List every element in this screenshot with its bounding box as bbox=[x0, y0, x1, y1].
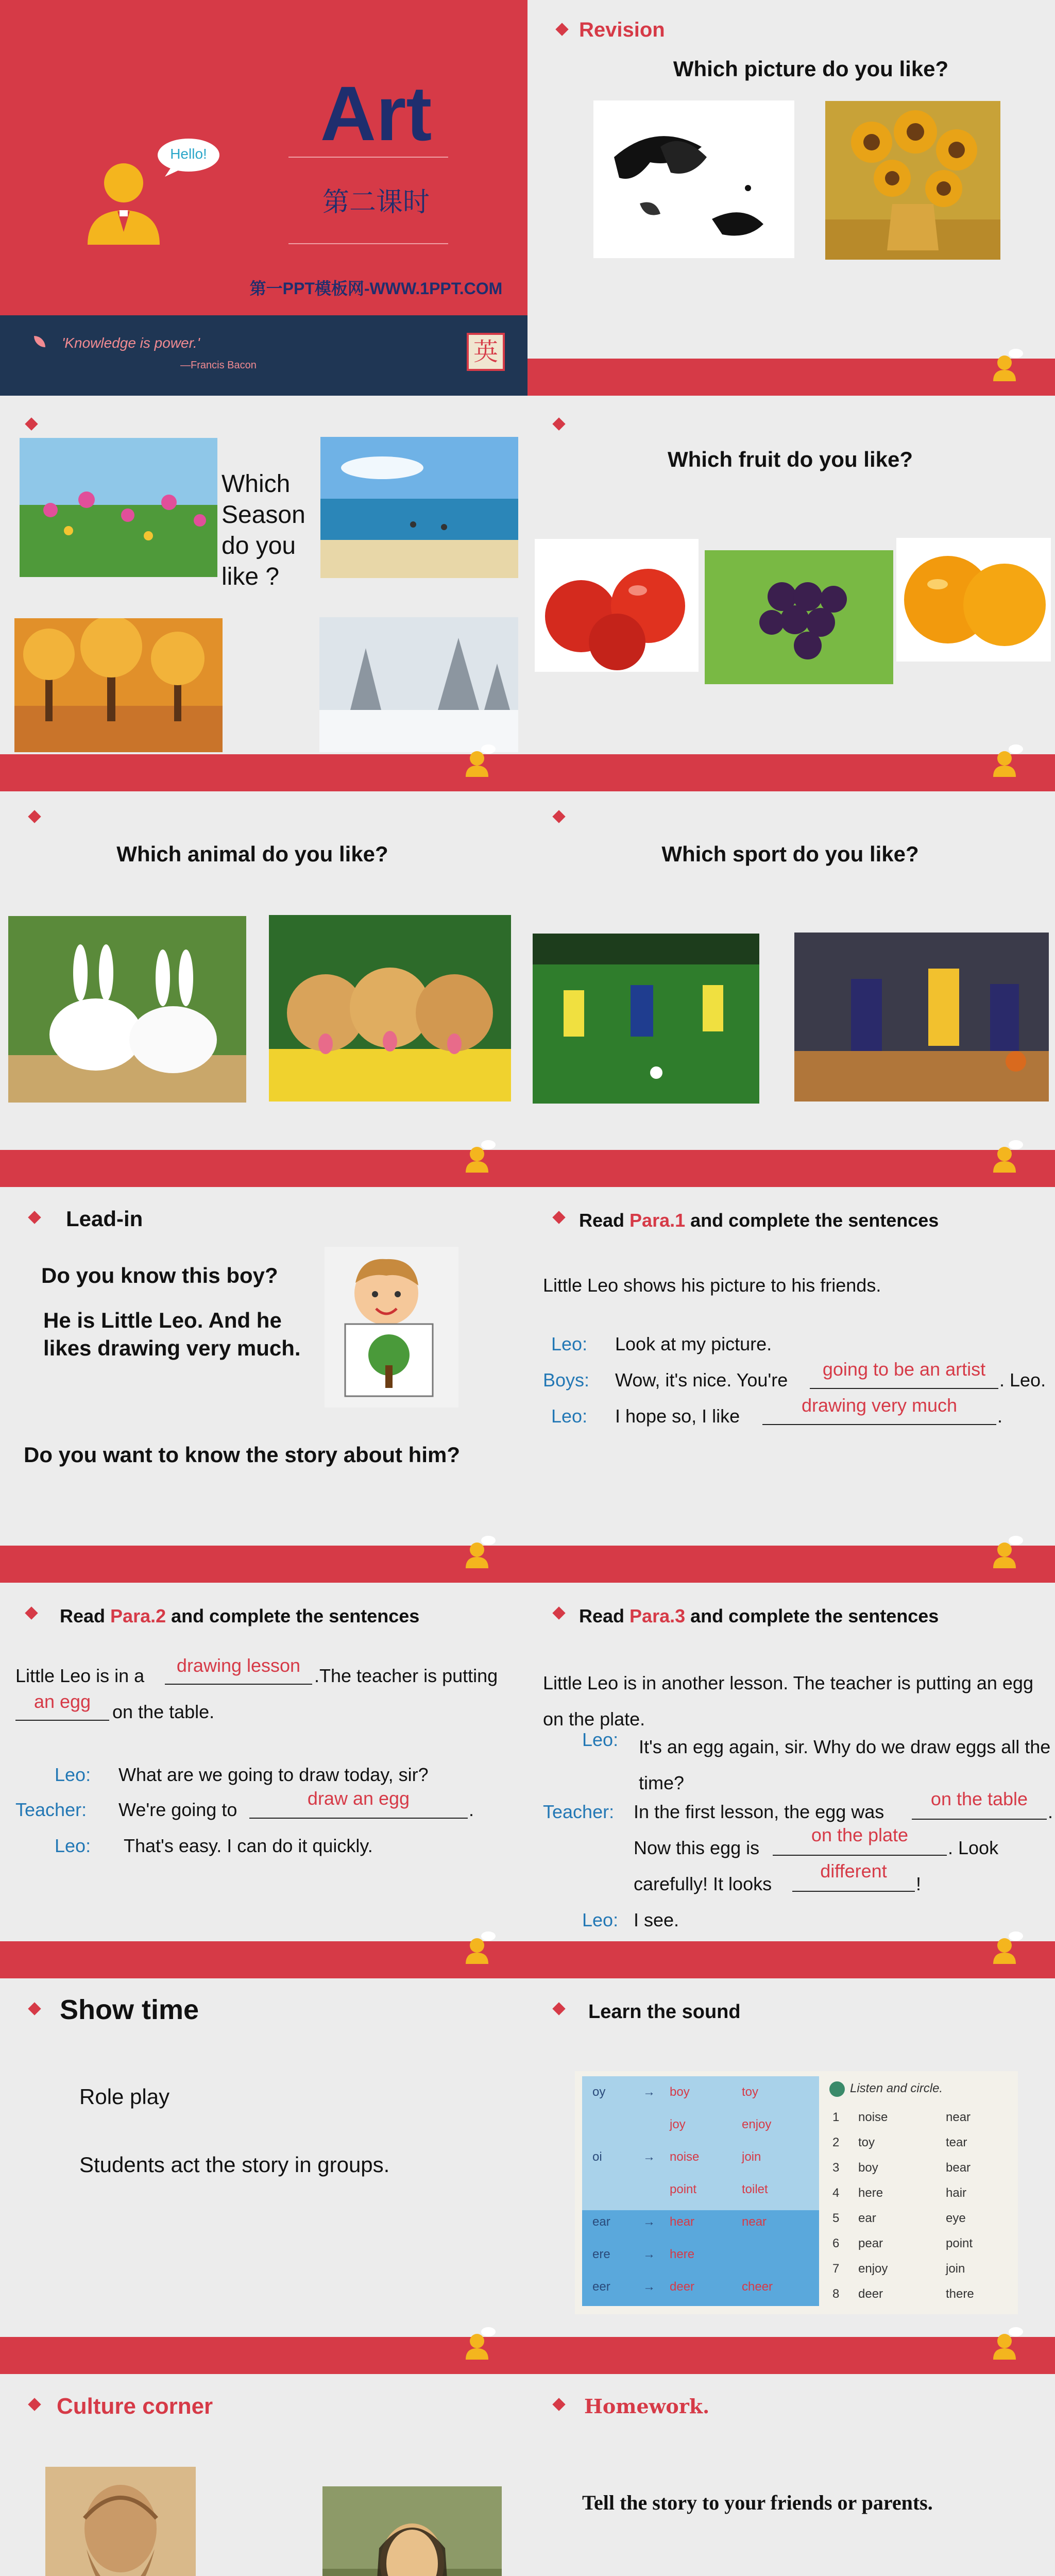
listen-row bbox=[832, 2206, 1013, 2231]
speaker-leo: Leo: bbox=[551, 1405, 588, 1427]
question: Which sport do you like? bbox=[661, 842, 919, 866]
sound-left-row bbox=[582, 2206, 819, 2238]
slide-revision bbox=[528, 0, 1055, 396]
slide-heading bbox=[579, 1605, 939, 1627]
summer-beach-image bbox=[320, 437, 518, 578]
question: Which fruit do you like? bbox=[668, 447, 913, 471]
slide-para-3 bbox=[528, 1583, 1055, 1978]
question: Which animal do you like? bbox=[116, 842, 388, 866]
line-text: . bbox=[1048, 1801, 1053, 1822]
listen-label: Listen and circle. bbox=[850, 2081, 943, 2095]
speaker-leo: Leo: bbox=[55, 1835, 91, 1856]
slide-animal bbox=[0, 791, 528, 1187]
choice-word: pear bbox=[858, 2236, 883, 2250]
section-label: Culture corner bbox=[57, 2394, 213, 2419]
subject-badge-text: 英 bbox=[473, 337, 498, 366]
diamond-bullet bbox=[552, 2398, 565, 2411]
arrow-right-icon: → bbox=[643, 2085, 655, 2099]
activity-2: Students act the story in groups. bbox=[79, 2153, 390, 2177]
title-divider bbox=[288, 157, 448, 158]
choice-word: tear bbox=[946, 2136, 967, 2149]
speaker-boys: Boys: bbox=[543, 1369, 590, 1391]
sound-word: noise bbox=[670, 2150, 700, 2164]
line-text: That's easy. I can do it quickly. bbox=[124, 1835, 373, 1856]
choice-word: there bbox=[946, 2287, 974, 2301]
choice-word: hair bbox=[946, 2186, 967, 2200]
footer-bar bbox=[0, 2337, 528, 2374]
subtitle-divider bbox=[288, 243, 448, 244]
spring-flowers-image bbox=[20, 438, 217, 577]
item-number: 3 bbox=[832, 2161, 840, 2175]
sound-left-rows bbox=[582, 2076, 819, 2306]
answer-blank: an egg bbox=[15, 1692, 109, 1721]
line-text: Now this egg is bbox=[634, 1837, 760, 1858]
mascot-icon bbox=[989, 1140, 1025, 1173]
sound-pattern: ere bbox=[592, 2247, 610, 2261]
sound-word: point bbox=[670, 2182, 697, 2196]
line-text: . Leo. bbox=[999, 1369, 1046, 1391]
sunflowers-painting-image bbox=[825, 101, 1000, 260]
autumn-trees-image bbox=[14, 618, 223, 752]
diamond-bullet bbox=[555, 23, 568, 36]
sound-word: toy bbox=[742, 2085, 759, 2099]
hello-text: Hello! bbox=[170, 146, 207, 162]
diamond-bullet bbox=[552, 1606, 565, 1619]
heading-rest: and complete the sentences bbox=[166, 1605, 420, 1626]
item-number: 2 bbox=[832, 2136, 840, 2149]
sound-pattern: oy bbox=[592, 2085, 606, 2099]
sound-left-row bbox=[582, 2239, 819, 2270]
slide-culture bbox=[0, 2374, 528, 2576]
diamond-bullet bbox=[552, 810, 565, 823]
answer-blank: drawing lesson bbox=[165, 1656, 312, 1685]
mascot-icon bbox=[989, 2327, 1025, 2360]
sound-word: near bbox=[742, 2215, 767, 2229]
slide-heading bbox=[60, 1605, 419, 1627]
line-text: I see. bbox=[634, 1909, 679, 1930]
textbook-panel bbox=[575, 2071, 1018, 2314]
slide-seasons bbox=[0, 396, 528, 791]
footer-bar bbox=[528, 359, 1055, 396]
answer-blank: on the table bbox=[912, 1790, 1047, 1820]
choice-word: here bbox=[858, 2186, 883, 2200]
subject-badge bbox=[467, 333, 505, 371]
listen-row bbox=[832, 2257, 1013, 2281]
choice-word: eye bbox=[946, 2211, 966, 2225]
basketball-image bbox=[794, 933, 1049, 1101]
sound-word: here bbox=[670, 2247, 695, 2261]
sound-table bbox=[582, 2076, 819, 2306]
listen-row bbox=[832, 2231, 1013, 2256]
choice-word: ear bbox=[858, 2211, 876, 2225]
section-label: Lead-in bbox=[66, 1207, 143, 1231]
ink-painting-image bbox=[593, 100, 794, 258]
answer-1: He is Little Leo. And he likes drawing very much. bbox=[43, 1308, 301, 1360]
arrow-right-icon: → bbox=[643, 2280, 655, 2294]
sound-word: enjoy bbox=[742, 2117, 772, 2131]
paragraph-text: on the table. bbox=[112, 1701, 215, 1722]
heading-para: Para.3 bbox=[629, 1605, 686, 1626]
footer-bar bbox=[528, 1150, 1055, 1187]
paragraph-text: .The teacher is putting bbox=[314, 1665, 498, 1686]
football-image bbox=[533, 934, 759, 1104]
footer-bar bbox=[0, 1941, 528, 1978]
sound-word: deer bbox=[670, 2280, 695, 2294]
winter-snow-image bbox=[319, 617, 518, 752]
speaker-leo: Leo: bbox=[55, 1764, 91, 1785]
heading-read: Read bbox=[579, 1210, 630, 1231]
homework-text: Tell the story to your friends or parents. bbox=[582, 2491, 933, 2514]
mascot-icon bbox=[989, 1535, 1025, 1568]
speaker-leo: Leo: bbox=[551, 1333, 588, 1354]
activity-1: Role play bbox=[79, 2084, 170, 2109]
diamond-bullet bbox=[28, 2398, 41, 2411]
footer-bar bbox=[0, 1150, 528, 1187]
diamond-bullet bbox=[552, 417, 565, 430]
mascot-icon bbox=[462, 1931, 498, 1964]
grapes-image bbox=[705, 550, 893, 684]
apples-image bbox=[535, 539, 699, 672]
quote-band bbox=[0, 315, 528, 396]
question-2: Do you want to know the story about him? bbox=[24, 1443, 460, 1467]
diamond-bullet bbox=[552, 2002, 565, 2015]
line-text: . bbox=[469, 1799, 474, 1820]
line-text: In the first lesson, the egg was bbox=[634, 1801, 884, 1822]
sound-word: joy bbox=[670, 2117, 686, 2131]
footer-bar bbox=[528, 1546, 1055, 1583]
site-text: 第一PPT模板网-WWW.1PPT.COM bbox=[249, 279, 503, 298]
heading-read: Read bbox=[579, 1605, 630, 1626]
sound-word: boy bbox=[670, 2085, 690, 2099]
heading-rest: and complete the sentences bbox=[685, 1605, 939, 1626]
choice-word: deer bbox=[858, 2287, 883, 2301]
line-text: Wow, it's nice. You're bbox=[615, 1369, 788, 1391]
item-number: 5 bbox=[832, 2211, 840, 2225]
diamond-bullet bbox=[28, 2002, 41, 2015]
section-label: Learn the sound bbox=[588, 2001, 741, 2023]
listen-row bbox=[832, 2282, 1013, 2307]
speech-bubble bbox=[156, 137, 222, 178]
footer-bar bbox=[0, 1546, 528, 1583]
sound-word: toilet bbox=[742, 2182, 768, 2196]
sound-left-row bbox=[582, 2141, 819, 2173]
slide-show-time bbox=[0, 1978, 528, 2374]
arrow-right-icon: → bbox=[643, 2215, 655, 2229]
rabbits-image bbox=[8, 916, 246, 1103]
heading-read: Read bbox=[60, 1605, 111, 1626]
mascot-icon bbox=[989, 348, 1025, 381]
diamond-bullet bbox=[25, 417, 38, 430]
sound-left-row bbox=[582, 2076, 819, 2108]
mascot-icon bbox=[462, 1140, 498, 1173]
listen-row bbox=[832, 2156, 1013, 2180]
sound-left-row bbox=[582, 2271, 819, 2303]
item-number: 6 bbox=[832, 2236, 840, 2250]
paragraph-text: Little Leo is in a bbox=[15, 1665, 145, 1686]
mascot-icon bbox=[462, 1535, 498, 1568]
heading-para: Para.2 bbox=[110, 1605, 166, 1626]
sound-word: cheer bbox=[742, 2280, 773, 2294]
mascot-icon bbox=[989, 1931, 1025, 1964]
item-number: 8 bbox=[832, 2287, 840, 2301]
footer-bar bbox=[0, 754, 528, 791]
answer-blank: drawing very much bbox=[762, 1395, 996, 1425]
slide-para-2 bbox=[0, 1583, 528, 1978]
arrow-right-icon: → bbox=[643, 2247, 655, 2261]
speaker-leo: Leo: bbox=[582, 1909, 619, 1930]
answer-blank: draw an egg bbox=[249, 1789, 468, 1819]
section-label: Revision bbox=[579, 19, 665, 41]
question: Which picture do you like? bbox=[673, 57, 949, 81]
sound-right-rows bbox=[832, 2105, 1013, 2311]
sound-pattern: ear bbox=[592, 2215, 610, 2229]
line-text: I hope so, I like bbox=[615, 1405, 740, 1427]
choice-word: boy bbox=[858, 2161, 878, 2175]
choice-word: noise bbox=[858, 2110, 888, 2124]
choice-word: point bbox=[946, 2236, 973, 2250]
listen-circle-icon bbox=[829, 2081, 845, 2097]
listen-row bbox=[832, 2105, 1013, 2130]
choice-word: bear bbox=[946, 2161, 971, 2175]
sound-word: hear bbox=[670, 2215, 695, 2229]
choice-word: enjoy bbox=[858, 2262, 888, 2276]
footer-bar bbox=[528, 2337, 1055, 2374]
item-number: 7 bbox=[832, 2262, 840, 2276]
choice-word: toy bbox=[858, 2136, 875, 2149]
sound-left-row bbox=[582, 2109, 819, 2141]
puppies-image bbox=[269, 915, 511, 1101]
slide-title bbox=[0, 0, 528, 396]
footer-bar bbox=[528, 1941, 1055, 1978]
intro-text: Little Leo shows his picture to his friends. bbox=[543, 1275, 881, 1296]
line-text: carefully! It looks bbox=[634, 1873, 772, 1894]
diamond-bullet bbox=[28, 810, 41, 823]
slide-para-1 bbox=[528, 1187, 1055, 1583]
heading-para: Para.1 bbox=[629, 1210, 686, 1231]
mascot-icon bbox=[989, 744, 1025, 777]
diamond-bullet bbox=[28, 1211, 41, 1224]
choice-word: join bbox=[946, 2262, 965, 2276]
slide-heading bbox=[579, 1210, 939, 1231]
mascot-icon bbox=[462, 2327, 498, 2360]
line-text: It's an egg again, sir. Why do we draw eggs all the time? bbox=[639, 1736, 1051, 1793]
answer-blank: going to be an artist bbox=[810, 1359, 998, 1389]
line-text: . Look bbox=[948, 1837, 999, 1858]
mona-lisa-image bbox=[322, 2486, 502, 2576]
line-text: What are we going to draw today, sir? bbox=[118, 1764, 429, 1785]
sound-left-row bbox=[582, 2174, 819, 2206]
lesson-subtitle: 第二课时 bbox=[322, 187, 430, 218]
quote-text: 'Knowledge is power.' bbox=[62, 335, 200, 351]
mascot-icon bbox=[462, 744, 498, 777]
line-text: . bbox=[997, 1405, 1003, 1427]
section-label: Show time bbox=[60, 1994, 199, 2025]
item-number: 4 bbox=[832, 2186, 840, 2200]
leonardo-portrait-image bbox=[45, 2467, 196, 2576]
listen-row bbox=[832, 2130, 1013, 2155]
speaker-leo: Leo: bbox=[582, 1729, 619, 1750]
section-label: Homework. bbox=[584, 2395, 710, 2418]
intro-text: Little Leo is in another lesson. The teacher is putting an egg on the plate. bbox=[543, 1672, 1033, 1730]
speaker-teacher: Teacher: bbox=[543, 1801, 615, 1822]
diamond-bullet bbox=[25, 1606, 38, 1619]
answer-blank: on the plate bbox=[773, 1826, 947, 1856]
heading-rest: and complete the sentences bbox=[685, 1210, 939, 1231]
question: Which Season do you like ? bbox=[222, 470, 305, 590]
boy-drawing-illustration bbox=[325, 1247, 458, 1408]
slide-homework bbox=[528, 2374, 1055, 2576]
slide-fruit bbox=[528, 396, 1055, 791]
line-text: ! bbox=[916, 1873, 922, 1894]
oranges-image bbox=[896, 538, 1051, 662]
line-text: We're going to bbox=[118, 1799, 237, 1820]
slide-sport bbox=[528, 791, 1055, 1187]
item-number: 1 bbox=[832, 2110, 840, 2124]
diamond-bullet bbox=[552, 1211, 565, 1224]
answer-blank: different bbox=[792, 1862, 915, 1892]
listen-row bbox=[832, 2181, 1013, 2206]
choice-word: near bbox=[946, 2110, 971, 2124]
speaker-teacher: Teacher: bbox=[15, 1799, 87, 1820]
sound-word: join bbox=[742, 2150, 761, 2164]
sound-pattern: oi bbox=[592, 2150, 602, 2164]
line-text: Look at my picture. bbox=[615, 1333, 772, 1354]
arrow-right-icon: → bbox=[643, 2150, 655, 2164]
slide-learn-sound bbox=[528, 1978, 1055, 2374]
lesson-title: Art bbox=[320, 70, 432, 157]
quote-author: —Francis Bacon bbox=[180, 360, 257, 371]
question-1: Do you know this boy? bbox=[41, 1263, 278, 1287]
footer-bar bbox=[528, 754, 1055, 791]
slide-lead-in bbox=[0, 1187, 528, 1583]
sound-pattern: eer bbox=[592, 2280, 610, 2294]
